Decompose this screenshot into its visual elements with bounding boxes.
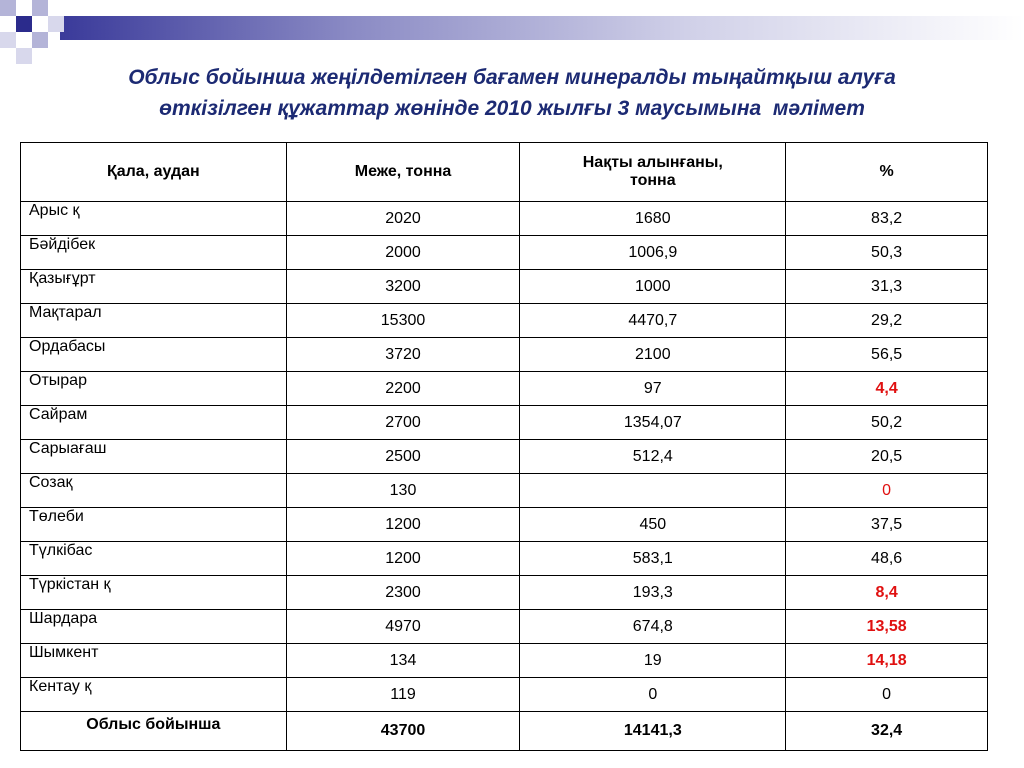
cell-actual: 2100 bbox=[520, 338, 786, 372]
cell-city: Төлеби bbox=[21, 508, 287, 542]
table-row bbox=[21, 508, 988, 542]
table-row bbox=[21, 474, 988, 508]
deco-square-5 bbox=[32, 32, 48, 48]
header-decoration bbox=[0, 0, 1024, 70]
header-actual: Нақты алынғаны, тонна bbox=[520, 143, 786, 202]
cell-actual: 97 bbox=[520, 372, 786, 406]
cell-percent: 83,2 bbox=[786, 202, 988, 236]
cell-actual: 1006,9 bbox=[520, 236, 786, 270]
cell-city: Арыс қ bbox=[21, 202, 287, 236]
cell-actual: 19 bbox=[520, 644, 786, 678]
total-actual: 14141,3 bbox=[520, 712, 786, 751]
cell-actual: 583,1 bbox=[520, 542, 786, 576]
cell-percent: 37,5 bbox=[786, 508, 988, 542]
table-row bbox=[21, 372, 988, 406]
cell-percent: 0 bbox=[786, 678, 988, 712]
cell-actual: 193,3 bbox=[520, 576, 786, 610]
table-row bbox=[21, 542, 988, 576]
cell-actual: 674,8 bbox=[520, 610, 786, 644]
cell-limit: 4970 bbox=[286, 610, 520, 644]
cell-actual: 1000 bbox=[520, 270, 786, 304]
cell-city: Түлкібас bbox=[21, 542, 287, 576]
cell-percent-highlight: 4,4 bbox=[786, 372, 988, 406]
cell-limit: 2500 bbox=[286, 440, 520, 474]
deco-square-7 bbox=[16, 48, 32, 64]
cell-limit: 2300 bbox=[286, 576, 520, 610]
cell-city: Қазығұрт bbox=[21, 270, 287, 304]
table-row bbox=[21, 644, 988, 678]
deco-square-3 bbox=[32, 0, 48, 16]
table-row bbox=[21, 236, 988, 270]
cell-city: Мақтарал bbox=[21, 304, 287, 338]
cell-limit: 134 bbox=[286, 644, 520, 678]
cell-percent-highlight: 14,18 bbox=[786, 644, 988, 678]
cell-percent-highlight: 8,4 bbox=[786, 576, 988, 610]
header-percent: % bbox=[786, 143, 988, 202]
cell-actual: 0 bbox=[520, 678, 786, 712]
cell-limit: 2000 bbox=[286, 236, 520, 270]
table-row bbox=[21, 338, 988, 372]
cell-actual: 1354,07 bbox=[520, 406, 786, 440]
cell-city: Кентау қ bbox=[21, 678, 287, 712]
cell-percent-highlight: 13,58 bbox=[786, 610, 988, 644]
table-row bbox=[21, 610, 988, 644]
cell-city: Сайрам bbox=[21, 406, 287, 440]
table-row bbox=[21, 202, 988, 236]
cell-actual: 4470,7 bbox=[520, 304, 786, 338]
total-limit: 43700 bbox=[286, 712, 520, 751]
header-limit: Меже, тонна bbox=[286, 143, 520, 202]
page-title bbox=[40, 62, 984, 124]
cell-percent-highlight: 0 bbox=[786, 474, 988, 508]
table-row bbox=[21, 576, 988, 610]
cell-city: Сарыағаш bbox=[21, 440, 287, 474]
title-line-1: Облыс бойынша жеңілдетілген бағамен минералды тыңайтқыш алуға bbox=[128, 66, 896, 89]
deco-square-4 bbox=[0, 32, 16, 48]
table-row bbox=[21, 678, 988, 712]
cell-limit: 130 bbox=[286, 474, 520, 508]
cell-city: Созақ bbox=[21, 474, 287, 508]
cell-city: Шардара bbox=[21, 610, 287, 644]
cell-percent: 31,3 bbox=[786, 270, 988, 304]
cell-limit: 119 bbox=[286, 678, 520, 712]
cell-limit: 15300 bbox=[286, 304, 520, 338]
total-label: Облыс бойынша bbox=[21, 712, 287, 751]
header-city: Қала, аудан bbox=[21, 143, 287, 202]
cell-percent: 50,2 bbox=[786, 406, 988, 440]
cell-percent: 20,5 bbox=[786, 440, 988, 474]
cell-percent: 50,3 bbox=[786, 236, 988, 270]
cell-actual: 1680 bbox=[520, 202, 786, 236]
cell-limit: 1200 bbox=[286, 508, 520, 542]
deco-square-6 bbox=[48, 16, 64, 32]
header-gradient-bar bbox=[60, 16, 1024, 40]
deco-square-2 bbox=[16, 16, 32, 32]
cell-city: Ордабасы bbox=[21, 338, 287, 372]
cell-limit: 3200 bbox=[286, 270, 520, 304]
title-line-2: өткізілген құжаттар жөнінде 2010 жылғы 3 маусымына мәлімет bbox=[159, 97, 865, 120]
cell-city: Түркістан қ bbox=[21, 576, 287, 610]
cell-limit: 2020 bbox=[286, 202, 520, 236]
deco-square-1 bbox=[0, 0, 16, 16]
table-row bbox=[21, 304, 988, 338]
cell-limit: 1200 bbox=[286, 542, 520, 576]
cell-limit: 2200 bbox=[286, 372, 520, 406]
table-row bbox=[21, 406, 988, 440]
cell-city: Отырар bbox=[21, 372, 287, 406]
cell-percent: 29,2 bbox=[786, 304, 988, 338]
table-header-row bbox=[21, 143, 988, 202]
total-percent: 32,4 bbox=[786, 712, 988, 751]
table-row bbox=[21, 270, 988, 304]
cell-city: Шымкент bbox=[21, 644, 287, 678]
cell-actual bbox=[520, 474, 786, 508]
cell-limit: 2700 bbox=[286, 406, 520, 440]
table-row bbox=[21, 440, 988, 474]
cell-percent: 56,5 bbox=[786, 338, 988, 372]
table-total-row bbox=[21, 712, 988, 751]
cell-limit: 3720 bbox=[286, 338, 520, 372]
fertilizer-table bbox=[20, 142, 988, 751]
cell-city: Бәйдібек bbox=[21, 236, 287, 270]
cell-percent: 48,6 bbox=[786, 542, 988, 576]
cell-actual: 450 bbox=[520, 508, 786, 542]
cell-actual: 512,4 bbox=[520, 440, 786, 474]
